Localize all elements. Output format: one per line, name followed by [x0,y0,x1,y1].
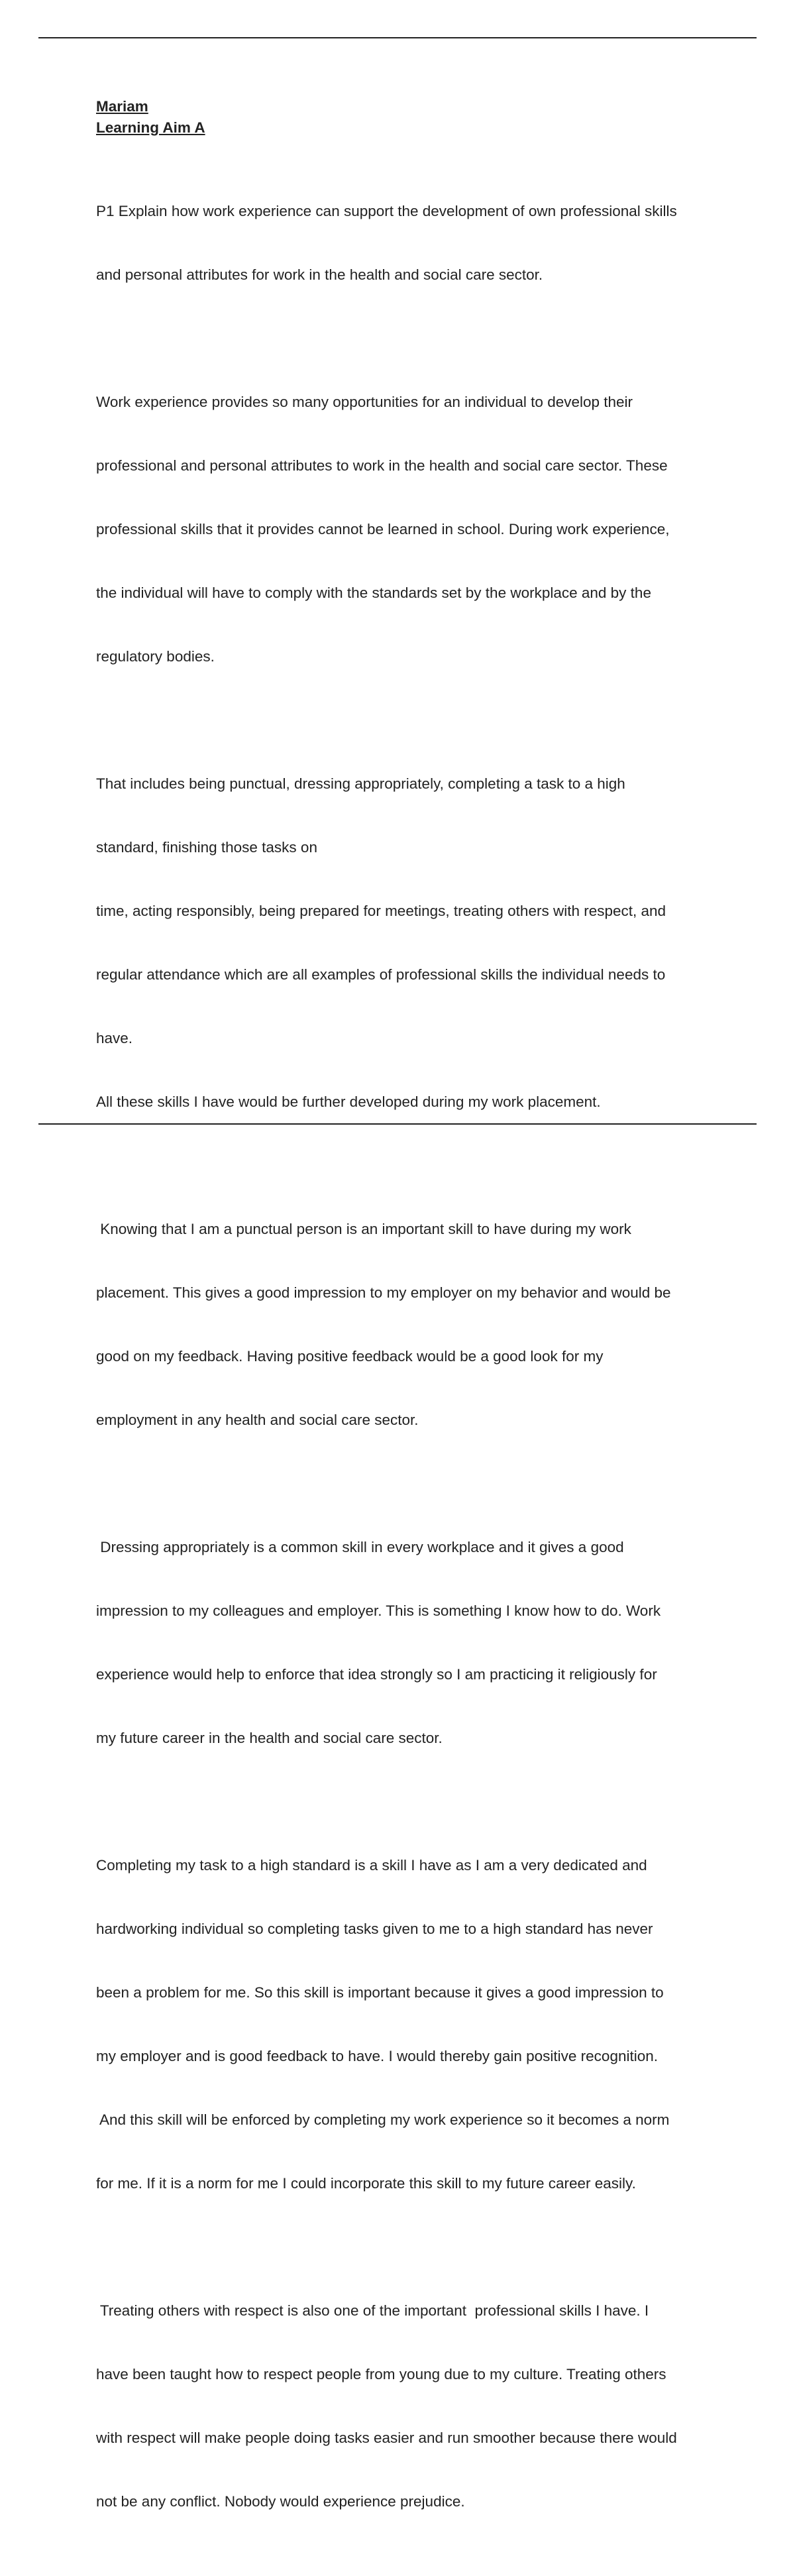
text-line: And this skill will be enforced by completing my work experience so it becomes a norm [96,2111,670,2128]
section-title: Learning Aim A [96,119,205,136]
text-line: the individual will have to comply with the standards set by the workplace and by the [96,585,651,601]
paragraph-dressing [96,1494,732,1791]
text-line: Treating others with respect is also one of the important professional skills I have. I [96,2302,649,2319]
text-line: Work experience provides so many opportunities for an individual to develop their [96,394,633,410]
text-line: experience would help to enforce that idea strongly so I am practicing it religiously for [96,1666,657,1683]
text-line: have. [96,1030,133,1046]
text-line: have been taught how to respect people from young due to my culture. Treating others [96,2366,666,2382]
author-name: Mariam [96,98,148,115]
paragraph-task-prompt [96,158,732,328]
text-line: standard, finishing those tasks on [96,839,317,856]
text-line: Dressing appropriately is a common skill in every workplace and it gives a good [96,1539,624,1555]
text-line: All these skills I have would be further developed during my work placement. [96,1093,601,1110]
text-line: time, acting responsibly, being prepared for meetings, treating others with respect, and [96,903,666,919]
text-line: Knowing that I am a punctual person is an important skill to have during my work [96,1221,631,1237]
text-line: professional and personal attributes to work in the health and social care sector. These [96,457,668,474]
text-line: That includes being punctual, dressing appropriately, completing a task to a high [96,775,625,792]
paragraph-respect [96,2258,732,2555]
paragraph-intro [96,349,732,710]
document-body [96,96,732,2576]
top-divider [38,37,757,38]
bottom-divider [38,1123,757,1125]
paragraph-skills-list [96,731,732,1155]
text-line: good on my feedback. Having positive feedback would be a good look for my [96,1348,604,1365]
paragraph-high-standard [96,1813,732,2237]
text-line: been a problem for me. So this skill is important because it gives a good impression to [96,1984,664,2001]
text-line: my future career in the health and social care sector. [96,1730,443,1746]
text-line: P1 Explain how work experience can support the development of own professional skills [96,203,677,219]
heading-spacer [96,139,732,158]
text-line: with respect will make people doing tasks easier and run smoother because there would [96,2430,677,2446]
text-line: employment in any health and social care sector. [96,1412,419,1428]
text-line: for me. If it is a norm for me I could incorporate this skill to my future career easily. [96,2175,636,2192]
text-line: impression to my colleagues and employer. This is something I know how to do. Work [96,1602,661,1619]
text-line: my employer and is good feedback to have. I would thereby gain positive recognition. [96,2048,659,2064]
text-line: not be any conflict. Nobody would experience prejudice. [96,2493,465,2510]
paragraph-punctuality [96,1176,732,1473]
text-line: professional skills that it provides cannot be learned in school. During work experience, [96,521,670,537]
text-line: hardworking individual so completing tasks given to me to a high standard has never [96,1921,653,1937]
text-line: regulatory bodies. [96,648,215,665]
text-line: and personal attributes for work in the health and social care sector. [96,266,543,283]
text-line: Completing my task to a high standard is a skill I have as I am a very dedicated and [96,1857,647,1874]
text-line: regular attendance which are all examples of professional skills the individual needs to [96,966,666,983]
text-line: placement. This gives a good impression to my employer on my behavior and would be [96,1284,671,1301]
